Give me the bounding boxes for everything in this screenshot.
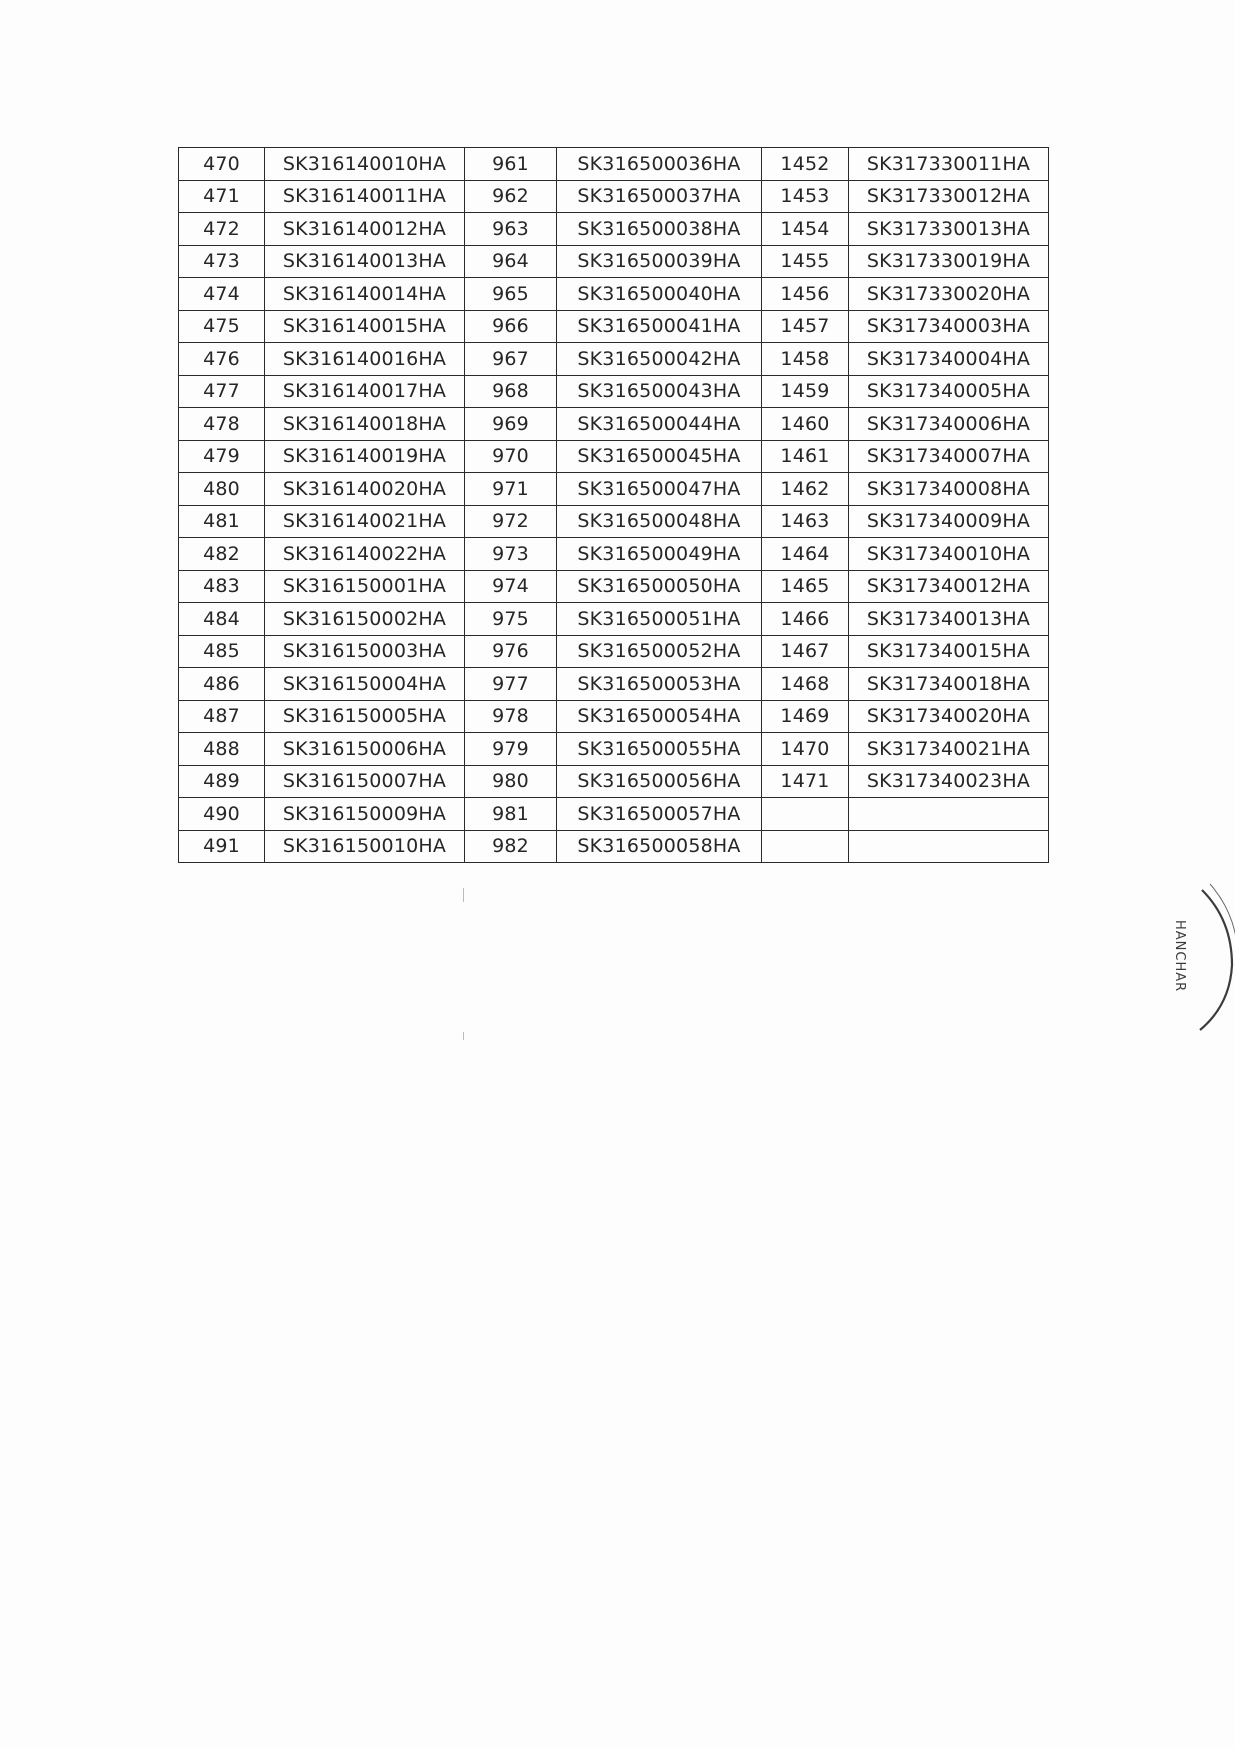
row-number-cell: 1464 [762,538,849,571]
code-cell: SK317340013HA [849,603,1049,636]
code-cell: SK316140019HA [265,440,465,473]
table-row [179,830,1049,863]
row-number-cell: 476 [179,343,265,376]
code-cell: SK317330013HA [849,213,1049,246]
row-number-cell: 1468 [762,668,849,701]
row-number-cell: 979 [465,733,557,766]
code-cell: SK316140022HA [265,538,465,571]
code-cell: SK317340004HA [849,343,1049,376]
row-number-cell: 980 [465,765,557,798]
code-cell: SK316140015HA [265,310,465,343]
row-number-cell: 1465 [762,570,849,603]
row-number-cell: 491 [179,830,265,863]
row-number-cell: 970 [465,440,557,473]
row-number-cell: 1459 [762,375,849,408]
table-row [179,408,1049,441]
code-cell: SK316150001HA [265,570,465,603]
row-number-cell: 473 [179,245,265,278]
code-cell: SK316500044HA [557,408,762,441]
row-number-cell: 965 [465,278,557,311]
row-number-cell: 490 [179,798,265,831]
code-cell: SK316150006HA [265,733,465,766]
row-number-cell: 1461 [762,440,849,473]
code-cell [849,830,1049,863]
row-number-cell: 475 [179,310,265,343]
row-number-cell: 981 [465,798,557,831]
row-number-cell: 471 [179,180,265,213]
table-row [179,635,1049,668]
stamp-text: HANCHAR [1172,920,1187,993]
code-cell: SK317340020HA [849,700,1049,733]
row-number-cell: 489 [179,765,265,798]
row-number-cell: 470 [179,148,265,181]
code-cell: SK316150003HA [265,635,465,668]
code-cell: SK317340007HA [849,440,1049,473]
code-cell: SK317340010HA [849,538,1049,571]
code-cell: SK316500043HA [557,375,762,408]
table-row [179,733,1049,766]
row-number-cell: 966 [465,310,557,343]
row-number-cell: 484 [179,603,265,636]
table-row [179,538,1049,571]
code-cell: SK316140013HA [265,245,465,278]
row-number-cell: 1462 [762,473,849,506]
row-number-cell: 976 [465,635,557,668]
row-number-cell: 474 [179,278,265,311]
code-cell: SK316140010HA [265,148,465,181]
code-cell: SK317340005HA [849,375,1049,408]
row-number-cell: 472 [179,213,265,246]
code-cell: SK316500058HA [557,830,762,863]
code-cell: SK316140012HA [265,213,465,246]
row-number-cell: 1452 [762,148,849,181]
code-cell: SK316500036HA [557,148,762,181]
code-cell: SK317340008HA [849,473,1049,506]
row-number-cell: 975 [465,603,557,636]
row-number-cell: 1471 [762,765,849,798]
code-cell: SK317340012HA [849,570,1049,603]
stamp-mark [1180,880,1235,1040]
row-number-cell: 485 [179,635,265,668]
row-number-cell: 977 [465,668,557,701]
row-number-cell [762,798,849,831]
code-cell: SK316500039HA [557,245,762,278]
code-cell: SK316500042HA [557,343,762,376]
row-number-cell: 481 [179,505,265,538]
row-number-cell: 1454 [762,213,849,246]
code-cell: SK316500053HA [557,668,762,701]
row-number-cell: 480 [179,473,265,506]
row-number-cell: 477 [179,375,265,408]
row-number-cell: 479 [179,440,265,473]
code-cell: SK317340003HA [849,310,1049,343]
row-number-cell: 961 [465,148,557,181]
table-row [179,180,1049,213]
table-row [179,570,1049,603]
code-cell: SK316150004HA [265,668,465,701]
table-row [179,668,1049,701]
row-number-cell: 483 [179,570,265,603]
scan-speck [463,1032,464,1040]
code-cell: SK316500045HA [557,440,762,473]
code-cell: SK316140021HA [265,505,465,538]
code-cell: SK316150010HA [265,830,465,863]
row-number-cell: 487 [179,700,265,733]
code-cell: SK317340021HA [849,733,1049,766]
table-row [179,375,1049,408]
row-number-cell: 1469 [762,700,849,733]
code-cell: SK316500057HA [557,798,762,831]
code-table-body [179,148,1049,863]
code-cell: SK317330020HA [849,278,1049,311]
code-cell [849,798,1049,831]
code-cell: SK317340023HA [849,765,1049,798]
row-number-cell: 982 [465,830,557,863]
table-row [179,505,1049,538]
code-cell: SK316500055HA [557,733,762,766]
code-cell: SK316500037HA [557,180,762,213]
row-number-cell: 1460 [762,408,849,441]
code-cell: SK317330019HA [849,245,1049,278]
row-number-cell: 1453 [762,180,849,213]
code-cell: SK317330011HA [849,148,1049,181]
table-row [179,148,1049,181]
code-cell: SK316150005HA [265,700,465,733]
table-row [179,343,1049,376]
code-cell: SK316140018HA [265,408,465,441]
table-row [179,310,1049,343]
code-cell: SK317340018HA [849,668,1049,701]
row-number-cell: 1458 [762,343,849,376]
code-cell: SK317340006HA [849,408,1049,441]
code-cell: SK316500050HA [557,570,762,603]
row-number-cell: 967 [465,343,557,376]
row-number-cell: 969 [465,408,557,441]
code-cell: SK317330012HA [849,180,1049,213]
row-number-cell: 968 [465,375,557,408]
table-row [179,213,1049,246]
table-row [179,798,1049,831]
row-number-cell: 978 [465,700,557,733]
row-number-cell [762,830,849,863]
code-cell: SK316150002HA [265,603,465,636]
row-number-cell: 482 [179,538,265,571]
code-cell: SK316500047HA [557,473,762,506]
row-number-cell: 1463 [762,505,849,538]
code-cell: SK317340009HA [849,505,1049,538]
code-cell: SK316140017HA [265,375,465,408]
code-cell: SK316140014HA [265,278,465,311]
row-number-cell: 971 [465,473,557,506]
row-number-cell: 1455 [762,245,849,278]
table-row [179,700,1049,733]
row-number-cell: 486 [179,668,265,701]
code-cell: SK316140016HA [265,343,465,376]
row-number-cell: 964 [465,245,557,278]
row-number-cell: 1466 [762,603,849,636]
row-number-cell: 488 [179,733,265,766]
row-number-cell: 1456 [762,278,849,311]
code-cell: SK316500049HA [557,538,762,571]
row-number-cell: 1457 [762,310,849,343]
row-number-cell: 1470 [762,733,849,766]
code-cell: SK316500052HA [557,635,762,668]
row-number-cell: 973 [465,538,557,571]
table-row [179,765,1049,798]
table-row [179,245,1049,278]
code-cell: SK317340015HA [849,635,1049,668]
code-cell: SK316500040HA [557,278,762,311]
code-cell: SK316150007HA [265,765,465,798]
row-number-cell: 974 [465,570,557,603]
row-number-cell: 478 [179,408,265,441]
code-cell: SK316500041HA [557,310,762,343]
code-cell: SK316140011HA [265,180,465,213]
code-cell: SK316500054HA [557,700,762,733]
table-row [179,473,1049,506]
scan-speck [463,888,464,902]
table-row [179,440,1049,473]
row-number-cell: 962 [465,180,557,213]
code-cell: SK316150009HA [265,798,465,831]
row-number-cell: 963 [465,213,557,246]
code-cell: SK316500048HA [557,505,762,538]
row-number-cell: 1467 [762,635,849,668]
code-table [178,147,1049,863]
code-cell: SK316500038HA [557,213,762,246]
code-cell: SK316140020HA [265,473,465,506]
table-row [179,603,1049,636]
code-cell: SK316500056HA [557,765,762,798]
row-number-cell: 972 [465,505,557,538]
code-cell: SK316500051HA [557,603,762,636]
table-row [179,278,1049,311]
